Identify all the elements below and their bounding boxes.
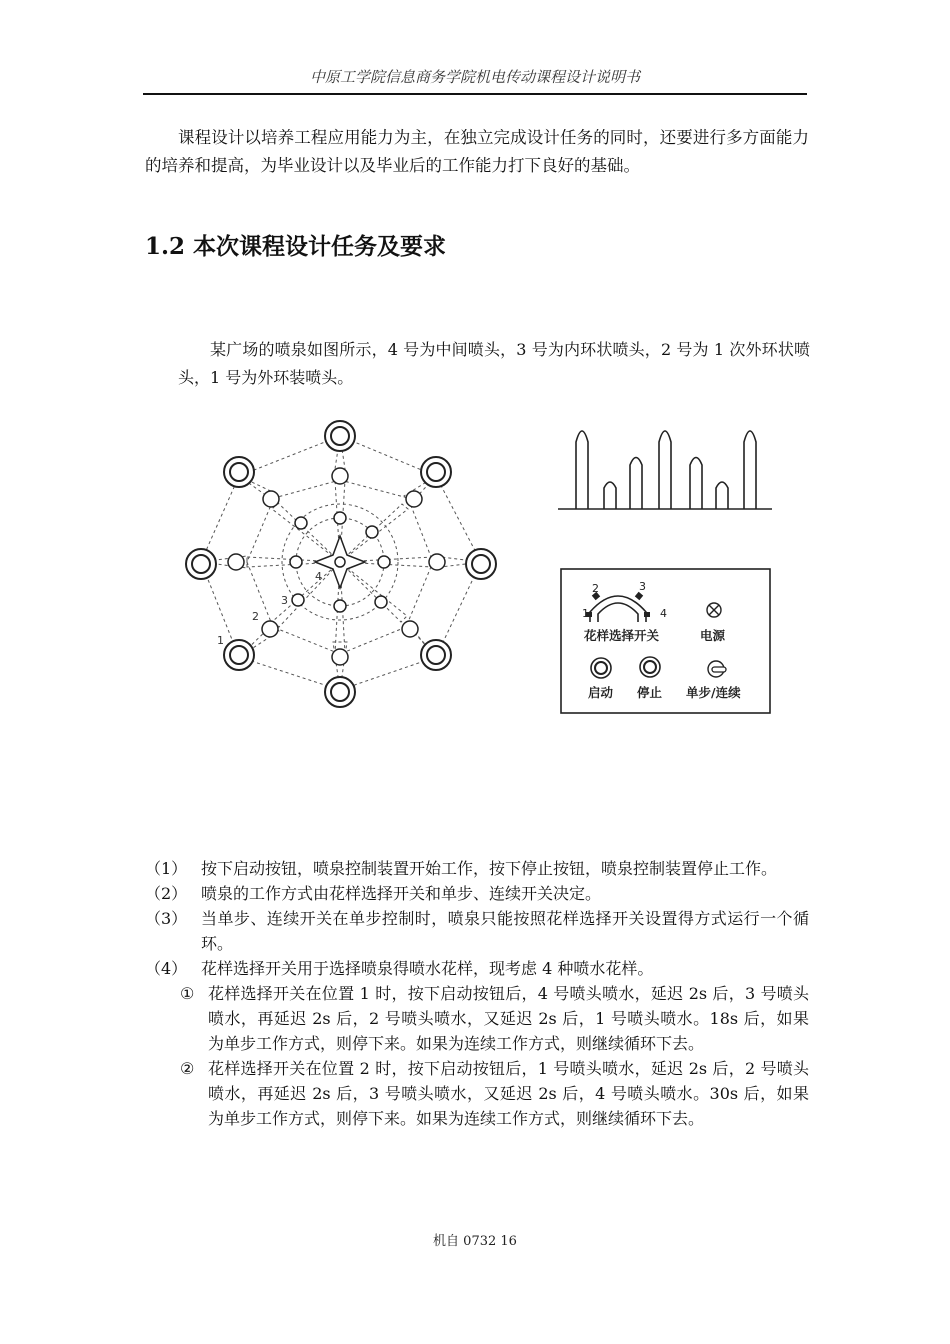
requirement-item [145, 956, 809, 981]
pattern-item [180, 1056, 809, 1131]
mode-label: 单步/连续 [686, 685, 741, 700]
requirement-item [145, 906, 809, 956]
selector-pos-1: 1 [582, 607, 589, 620]
page-footer: 机自 0732 16 [433, 1234, 517, 1249]
header-rule [143, 93, 807, 95]
power-label: 电源 [700, 628, 726, 643]
label-2: 2 [252, 610, 259, 623]
start-button-icon [591, 658, 611, 678]
label-4: 4 [315, 570, 322, 583]
stop-button-icon [640, 657, 660, 677]
stop-label: 停止 [637, 685, 663, 700]
requirement-text: 花样选择开关用于选择喷泉得喷水花样，现考虑 4 种喷水花样。 [201, 959, 654, 978]
pattern-item [180, 981, 809, 1056]
spray-height-diagram [556, 420, 776, 515]
label-3: 3 [281, 594, 288, 607]
section-title: 1.2 本次课程设计任务及要求 [145, 233, 447, 260]
selector-pos-3: 3 [639, 580, 646, 593]
requirement-item [145, 856, 809, 881]
control-panel-diagram [560, 568, 774, 718]
requirement-number: （1） [145, 859, 188, 878]
selector-pos-4: 4 [660, 607, 667, 620]
pattern-text: 花样选择开关在位置 2 时，按下启动按钮后，1 号喷头喷水，延迟 2s 后，2 号喷头喷水，再延迟 2s 后，3 号喷头喷水，又延迟 2s 后，4 号喷头喷水。30s 后，如果为单步工作方式，则停下来。如果为连续工作方式，则继续循环下去。 [208, 1059, 809, 1128]
description-paragraph: 某广场的喷泉如图所示，4 号为中间喷头，3 号为内环状喷头，2 号为 1 次外环状喷头，1 号为外环装喷头。 [178, 340, 810, 387]
requirement-text: 按下启动按钮，喷泉控制装置开始工作，按下停止按钮，喷泉控制装置停止工作。 [201, 859, 778, 878]
pattern-number: ② [180, 1059, 195, 1078]
pattern-text: 花样选择开关在位置 1 时，按下启动按钮后，4 号喷头喷水，延迟 2s 后，3 号喷头喷水，再延迟 2s 后，2 号喷头喷水，又延迟 2s 后，1 号喷头喷水。18s 后，如果为单步工作方式，则停下来。如果为连续工作方式，则继续循环下去。 [208, 984, 809, 1053]
intro-paragraph: 课程设计以培养工程应用能力为主，在独立完成设计任务的同时，还要进行多方面能力的培养和提高，为毕业设计以及毕业后的工作能力打下良好的基础。 [145, 128, 809, 175]
pattern-number: ① [180, 984, 195, 1003]
requirement-text: 当单步、连续开关在单步控制时，喷泉只能按照花样选择开关设置得方式运行一个循环。 [201, 909, 809, 953]
requirements-list [145, 856, 809, 1131]
page-header: 中原工学院信息商务学院机电传动课程设计说明书 [309, 68, 640, 86]
requirement-number: （3） [145, 909, 188, 928]
label-1: 1 [217, 634, 224, 647]
selector-label: 花样选择开关 [584, 628, 660, 643]
requirement-number: （2） [145, 884, 188, 903]
selector-pos-2: 2 [592, 582, 599, 595]
requirement-text: 喷泉的工作方式由花样选择开关和单步、连续开关决定。 [201, 884, 602, 903]
start-label: 启动 [588, 685, 614, 700]
fountain-layout-diagram [175, 410, 505, 720]
requirement-item [145, 881, 809, 906]
requirement-number: （4） [145, 959, 188, 978]
power-indicator-icon [707, 603, 721, 617]
